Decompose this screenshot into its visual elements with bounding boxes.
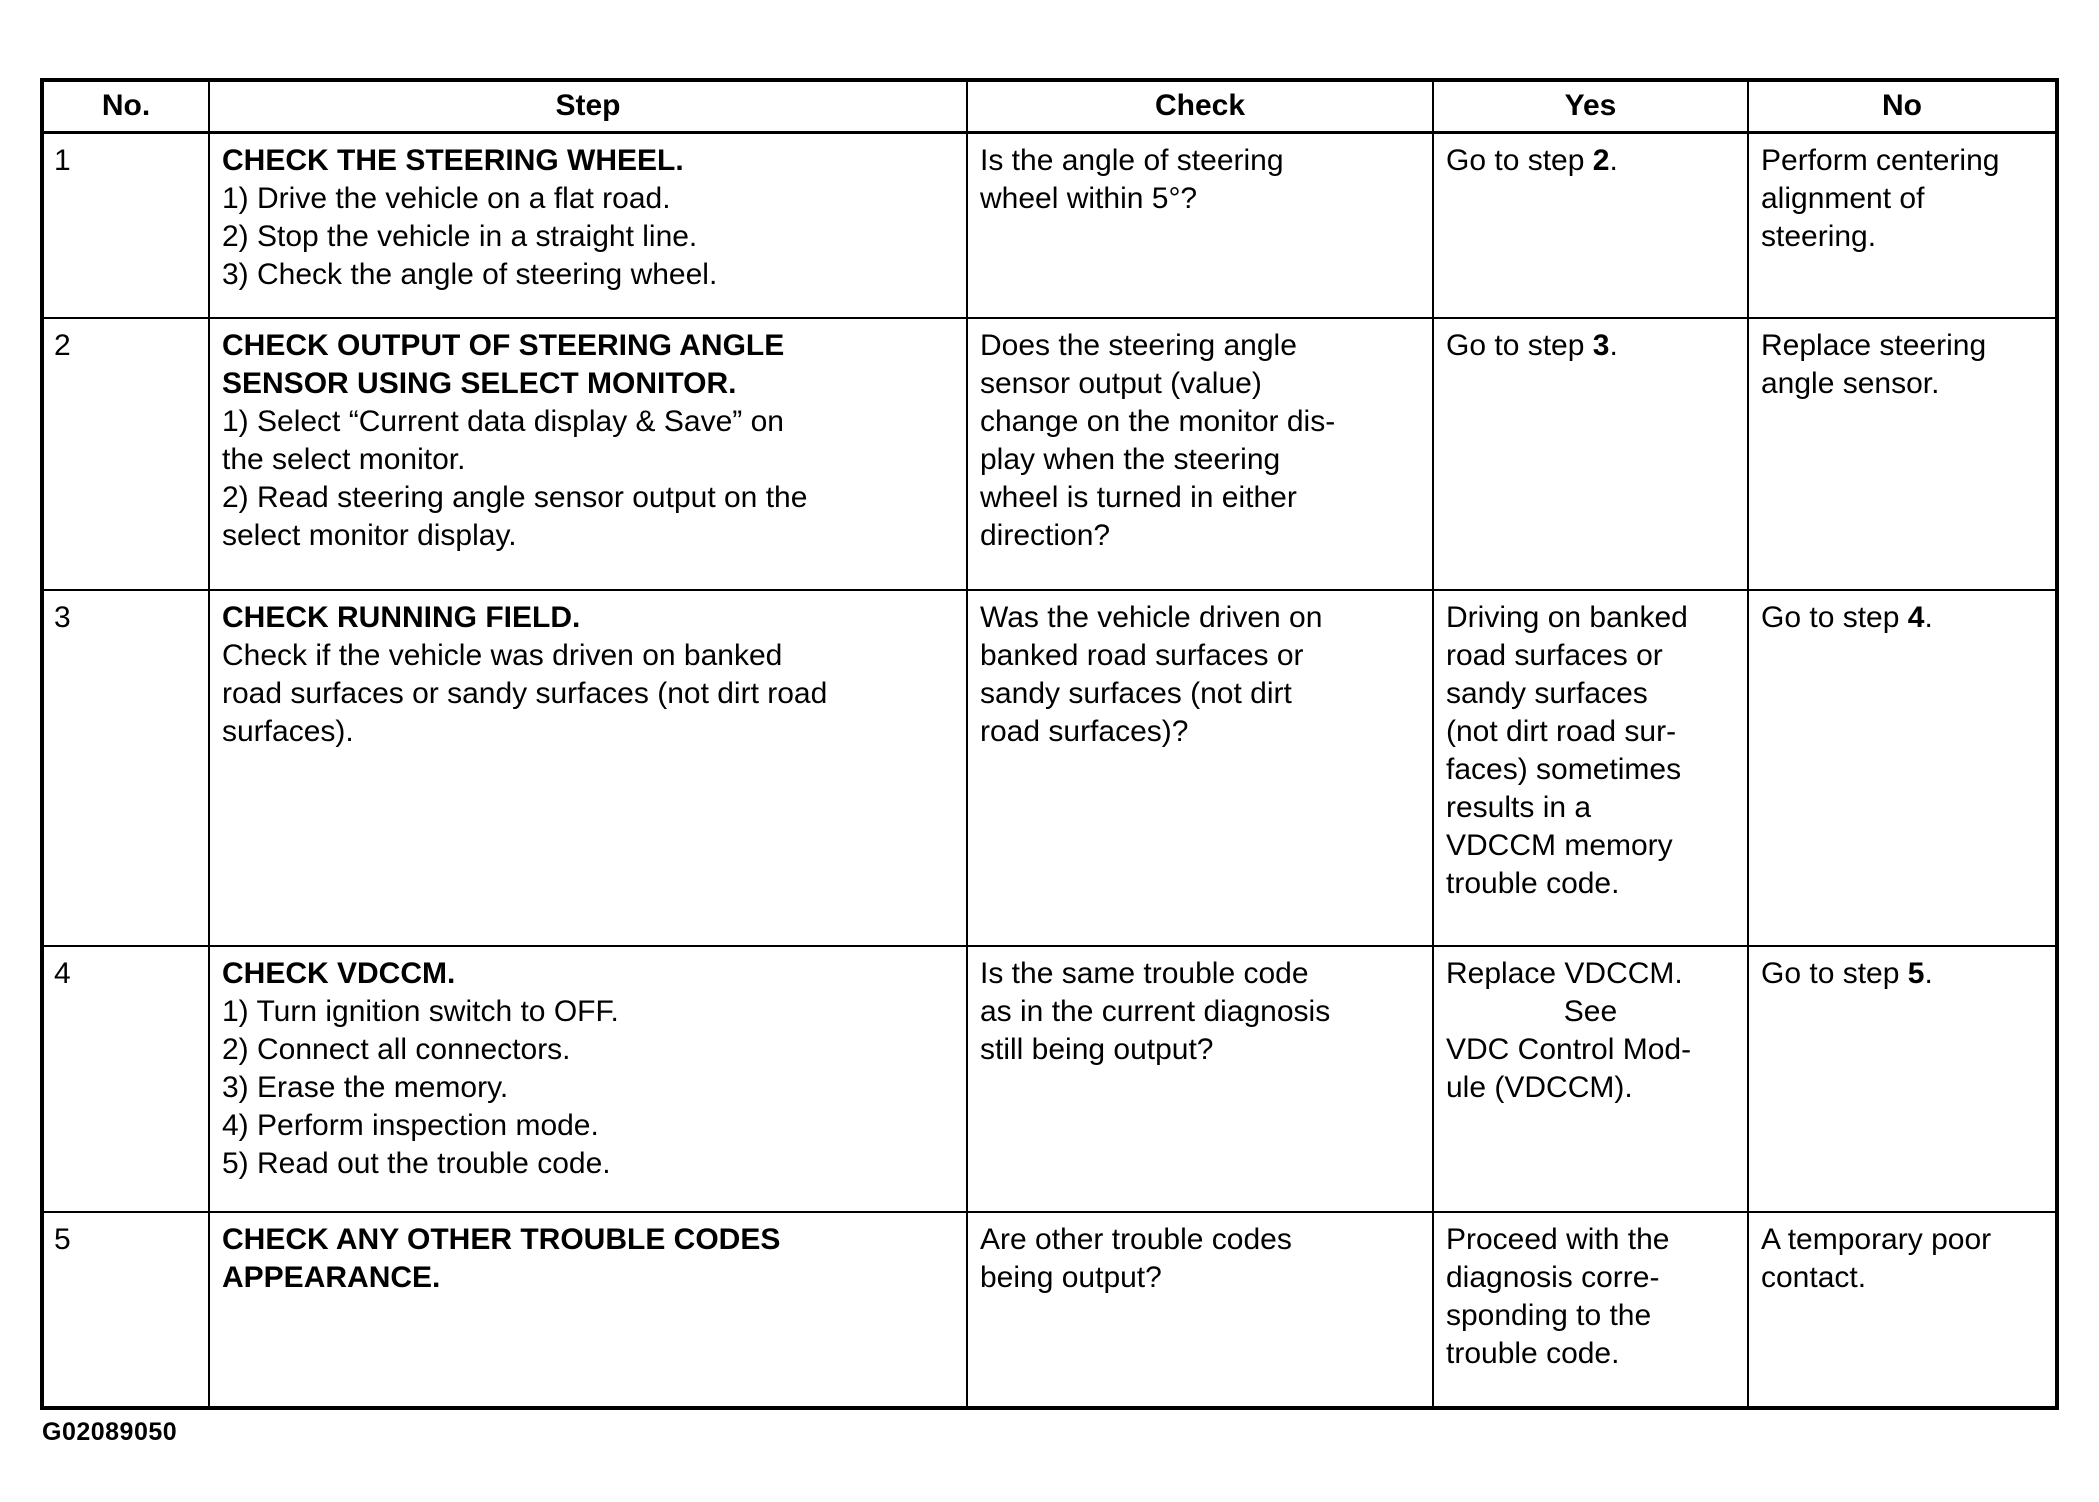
no-cell <box>1748 1212 2057 1408</box>
yes-cell <box>1433 946 1748 1212</box>
text-line: CHECK THE STEERING WHEEL. <box>222 143 684 177</box>
check-cell <box>967 590 1433 946</box>
text-line: Is the angle of steering <box>980 143 1284 177</box>
header-step: Step <box>209 80 967 132</box>
check-cell <box>967 132 1433 318</box>
table-header <box>42 80 2057 132</box>
table-row <box>42 590 2057 946</box>
diagnostic-table <box>40 78 2059 1410</box>
table-row <box>42 318 2057 590</box>
text-line: 1 <box>54 143 71 177</box>
text-line: 4) Perform inspection mode. <box>222 1109 599 1142</box>
step-cell <box>209 318 967 590</box>
no-cell <box>1748 132 2057 318</box>
text-line: as in the current diagnosis <box>980 995 1331 1028</box>
text-line: 1) Drive the vehicle on a flat road. <box>222 181 671 215</box>
text-line: ule (VDCCM). <box>1446 1071 1633 1104</box>
text-line: still being output? <box>980 1033 1214 1066</box>
text-line: direction? <box>980 519 1111 552</box>
no-cell <box>1748 946 2057 1212</box>
text-line: 3) Check the angle of steering wheel. <box>222 257 718 291</box>
text-line: 2) Connect all connectors. <box>222 1033 571 1066</box>
text-line: (not dirt road sur- <box>1446 715 1677 748</box>
text-line: trouble code. <box>1446 867 1620 900</box>
text-line: CHECK RUNNING FIELD. <box>222 601 581 634</box>
figure-code: G02089050 <box>42 1418 178 1446</box>
text-line: 5) Read out the trouble code. <box>222 1147 611 1180</box>
text-line: sandy surfaces <box>1446 677 1648 710</box>
text-line: the select monitor. <box>222 443 466 476</box>
text-line: VDC Control Mod- <box>1446 1033 1692 1066</box>
no-cell <box>1748 590 2057 946</box>
header-check: Check <box>967 80 1433 132</box>
text-line: sensor output (value) <box>980 367 1262 400</box>
text-line: road surfaces)? <box>980 715 1189 748</box>
text-line: Are other trouble codes <box>980 1223 1292 1256</box>
text-line: play when the steering <box>980 443 1281 476</box>
header-no-col: No <box>1748 80 2057 132</box>
table-body <box>42 132 2057 1408</box>
row-number-cell <box>42 946 209 1212</box>
text-line: faces) sometimes <box>1446 753 1682 786</box>
text-line: Go to step 4. <box>1761 601 1933 634</box>
step-cell <box>209 132 967 318</box>
text-line: Proceed with the <box>1446 1223 1670 1256</box>
text-line: Is the same trouble code <box>980 957 1309 990</box>
text-line: CHECK OUTPUT OF STEERING ANGLE <box>222 329 785 362</box>
text-line: Check if the vehicle was driven on banked <box>222 639 783 672</box>
text-line: contact. <box>1761 1261 1867 1294</box>
yes-cell <box>1433 318 1748 590</box>
text-line: Go to step 2. <box>1446 143 1618 177</box>
text-line: See <box>1563 995 1618 1028</box>
header-yes: Yes <box>1433 80 1748 132</box>
text-line: angle sensor. <box>1761 367 1940 400</box>
text-line: SENSOR USING SELECT MONITOR. <box>222 367 737 400</box>
text-line: being output? <box>980 1261 1162 1294</box>
yes-cell <box>1433 1212 1748 1408</box>
no-cell <box>1748 318 2057 590</box>
text-line: sandy surfaces (not dirt <box>980 677 1292 710</box>
step-cell <box>209 946 967 1212</box>
text-line: road surfaces or sandy surfaces (not dirt road <box>222 677 828 710</box>
text-line: VDCCM memory <box>1446 829 1673 862</box>
row-number-cell <box>42 1212 209 1408</box>
row-number-cell <box>42 590 209 946</box>
text-line: 2) Read steering angle sensor output on the <box>222 481 808 514</box>
text-line: Go to step 5. <box>1761 957 1933 990</box>
text-line: 4 <box>54 957 71 990</box>
text-line: wheel within 5°? <box>980 181 1198 215</box>
text-line: surfaces). <box>222 715 354 748</box>
table-row <box>42 132 2057 318</box>
text-line: trouble code. <box>1446 1337 1620 1370</box>
text-line: change on the monitor dis- <box>980 405 1336 438</box>
text-line: 3) Erase the memory. <box>222 1071 509 1104</box>
text-line: Replace steering <box>1761 329 1987 362</box>
text-line: select monitor display. <box>222 519 517 552</box>
text-line: 5 <box>54 1223 71 1256</box>
check-cell <box>967 318 1433 590</box>
text-line: sponding to the <box>1446 1299 1652 1332</box>
text-line: Replace VDCCM. <box>1446 957 1683 990</box>
text-line: 2) Stop the vehicle in a straight line. <box>222 219 698 253</box>
table-row <box>42 1212 2057 1408</box>
text-line: 1) Turn ignition switch to OFF. <box>222 995 619 1028</box>
text-line: 2 <box>54 329 71 362</box>
header-row <box>42 80 2057 132</box>
check-cell <box>967 946 1433 1212</box>
text-line: CHECK VDCCM. <box>222 957 456 990</box>
row-number-cell <box>42 318 209 590</box>
text-line: 1) Select “Current data display & Save” on <box>222 405 784 438</box>
check-cell <box>967 1212 1433 1408</box>
yes-cell <box>1433 132 1748 318</box>
text-line: road surfaces or <box>1446 639 1663 672</box>
text-line: Driving on banked <box>1446 601 1688 634</box>
text-line: diagnosis corre- <box>1446 1261 1660 1294</box>
text-line: alignment of <box>1761 181 1925 215</box>
text-line: wheel is turned in either <box>980 481 1297 514</box>
text-line: Go to step 3. <box>1446 329 1618 362</box>
step-cell <box>209 590 967 946</box>
table-row <box>42 946 2057 1212</box>
text-line: 3 <box>54 601 71 634</box>
text-line: A temporary poor <box>1761 1223 1992 1256</box>
text-line: Was the vehicle driven on <box>980 601 1323 634</box>
text-line: steering. <box>1761 219 1877 253</box>
yes-cell <box>1433 590 1748 946</box>
text-line: Perform centering <box>1761 143 2000 177</box>
row-number-cell <box>42 132 209 318</box>
text-line: banked road surfaces or <box>980 639 1304 672</box>
text-line: CHECK ANY OTHER TROUBLE CODES <box>222 1223 781 1256</box>
text-line: APPEARANCE. <box>222 1261 441 1294</box>
header-no: No. <box>42 80 209 132</box>
text-line: Does the steering angle <box>980 329 1297 362</box>
text-line: results in a <box>1446 791 1592 824</box>
step-cell <box>209 1212 967 1408</box>
